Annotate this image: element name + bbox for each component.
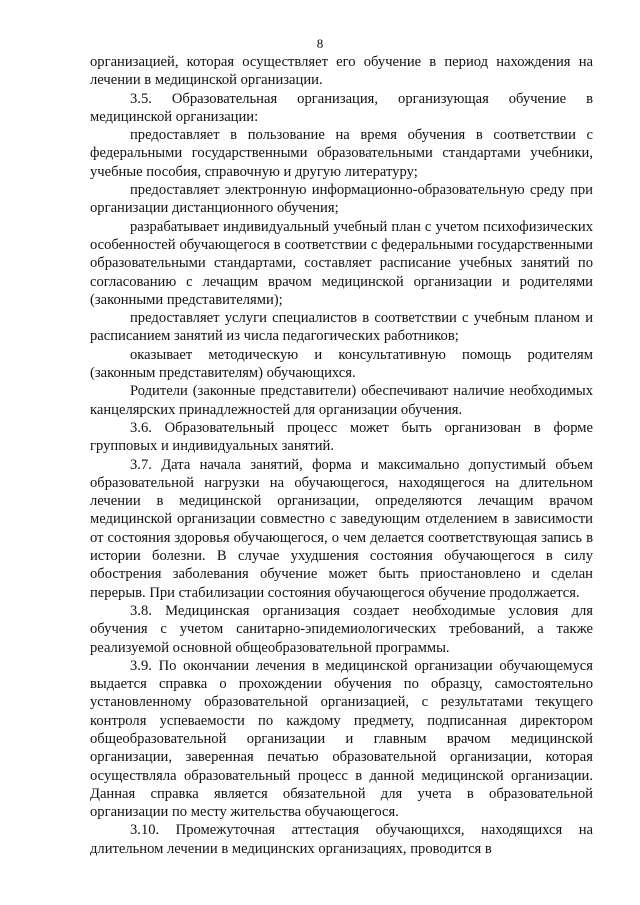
paragraph-3-7: 3.7. Дата начала занятий, форма и максимально допустимый объем образовательной нагрузки на обучающегося, находящегося на длительном лечении в медицинской организации, определяются лечащим врачом медицинской организации совместно с заведующим отделением в зависимости от состояния здоровья обучающегося, о чем делается соответствующая запись в истории болезни. В случае ухудшения состояния обучающегося в силу обострения заболевания обучение может быть приостановлено и сделан перерыв. При стабилизации состояния обучающегося обучение продолжается. (90, 456, 593, 601)
paragraph-3-5: 3.5. Образовательная организация, организующая обучение в медицинской организации: (90, 90, 593, 125)
paragraph-individual-plan: разрабатывает индивидуальный учебный план с учетом психофизических особенностей обучающегося в соответствии с федеральными государственными образовательными стандартами, составляет расписание учебных занятий по согласованию с лечащим врачом медицинской организации и родителями (законными представителями); (90, 218, 593, 308)
paragraph-3-8: 3.8. Медицинская организация создает необходимые условия для обучения с учетом санитарно-эпидемиологических требований, а также реализуемой основной общеобразовательной программы. (90, 602, 593, 656)
paragraph-3-9: 3.9. По окончании лечения в медицинской организации обучающемуся выдается справка о прохождении обучения по образцу, самостоятельно установленному образовательной организацией, с результатами текущего контроля успеваемости по каждому предмету, подписанная директором общеобразовательной организации и главным врачом медицинской организации, заверенная печатью образовательной организации, которая осуществляла образовательный процесс в данной медицинской организации. Данная справка является обязательной для учета в образовательной организации по месту жительства обучающегося. (90, 657, 593, 821)
paragraph-specialists: предоставляет услуги специалистов в соответствии с учебным планом и расписанием занятий из числа педагогических работников; (90, 310, 593, 345)
paragraph-consulting: оказывает методическую и консультативную помощь родителям (законным представителям) обучающихся. (90, 346, 593, 382)
paragraph-continuation: организацией, которая осуществляет его обучение в период нахождения на лечении в медицинской организации. (90, 54, 593, 89)
paragraph-3-10: 3.10. Промежуточная аттестация обучающихся, находящихся на длительном лечении в медицинских организациях, проводится в (90, 822, 593, 857)
paragraph-e-learning: предоставляет электронную информационно-образовательную среду при организации дистанционного обучения; (90, 182, 593, 217)
page-number: 8 (316, 36, 324, 51)
paragraph-textbooks: предоставляет в пользование на время обучения в соответствии с федеральными государственными образовательными стандартами учебники, учебные пособия, справочную и другую литературу; (90, 127, 593, 180)
paragraph-3-6: 3.6. Образовательный процесс может быть организован в форме групповых и индивидуальных занятий. (90, 419, 593, 455)
document-body (90, 53, 593, 858)
paragraph-parents: Родители (законные представители) обеспечивают наличие необходимых канцелярских принадлежностей для организации обучения. (90, 383, 593, 418)
